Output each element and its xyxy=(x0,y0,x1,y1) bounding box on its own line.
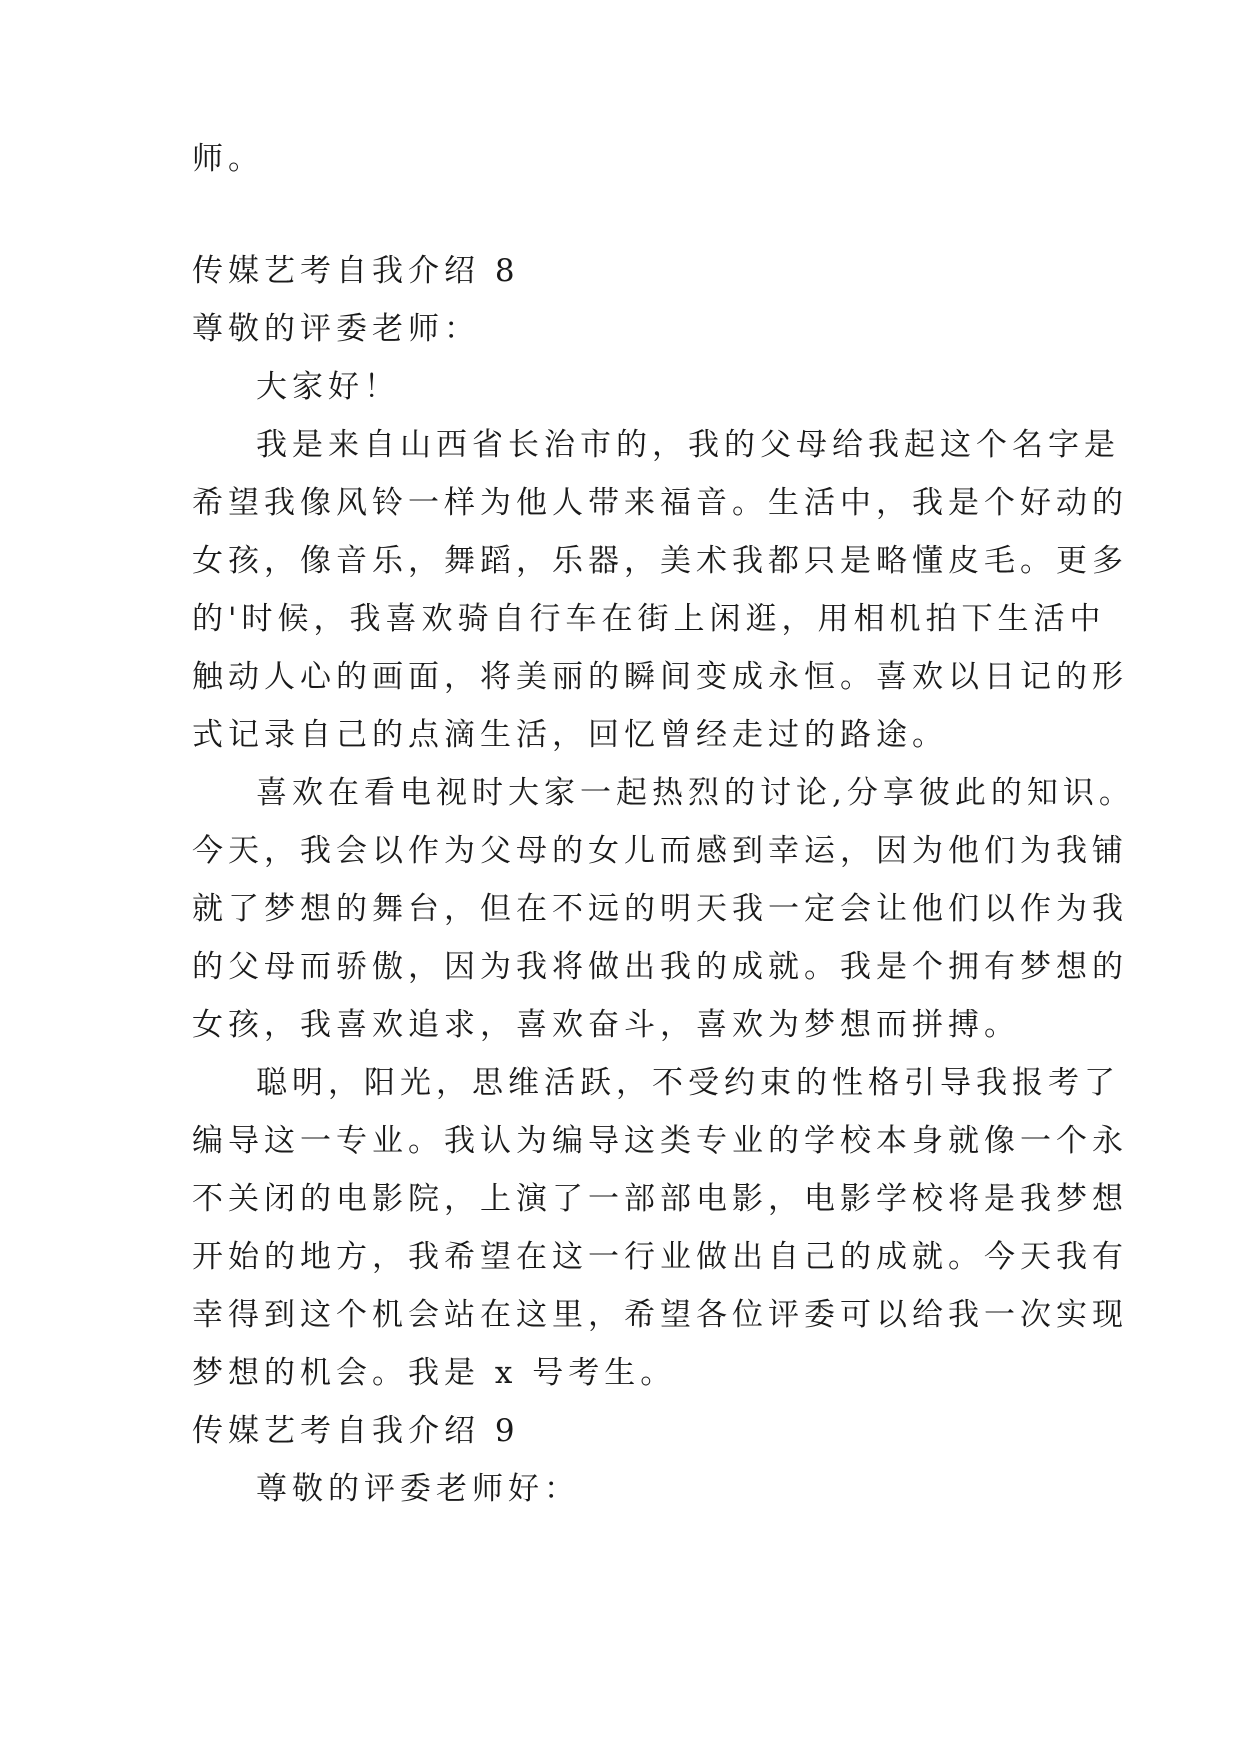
text-line: 喜欢在看电视时大家一起热烈的讨论,分享彼此的知识。 xyxy=(256,775,1135,811)
text-line: 师。 xyxy=(192,141,264,177)
text-line: 幸得到这个机会站在这里，希望各位评委可以给我一次实现 xyxy=(192,1297,1128,1333)
text-line: 今天，我会以作为父母的女儿而感到幸运，因为他们为我铺 xyxy=(192,833,1128,869)
text-line: 的'时候，我喜欢骑自行车在街上闲逛，用相机拍下生活中 xyxy=(192,601,1106,637)
text-line: 女孩，像音乐，舞蹈，乐器，美术我都只是略懂皮毛。更多 xyxy=(192,543,1128,579)
salutation: 尊敬的评委老师： xyxy=(192,311,480,347)
text-line: 不关闭的电影院，上演了一部部电影，电影学校将是我梦想 xyxy=(192,1181,1128,1217)
paragraph-3 xyxy=(192,1054,1128,1402)
text-line: 触动人心的画面，将美丽的瞬间变成永恒。喜欢以日记的形 xyxy=(192,659,1128,695)
text-line: 女孩，我喜欢追求，喜欢奋斗，喜欢为梦想而拼搏。 xyxy=(192,1007,1020,1043)
text-line: 梦想的机会。我是 x 号考生。 xyxy=(192,1355,677,1391)
previous-section-tail xyxy=(192,130,1052,188)
paragraph-1 xyxy=(192,416,1128,764)
text-line: 式记录自己的点滴生活，回忆曾经走过的路途。 xyxy=(192,717,948,753)
text-line: 编导这一专业。我认为编导这类专业的学校本身就像一个永 xyxy=(192,1123,1128,1159)
section-8 xyxy=(192,242,1135,1518)
text-line: 希望我像风铃一样为他人带来福音。生活中，我是个好动的 xyxy=(192,485,1128,521)
text-line: 聪明，阳光，思维活跃，不受约束的性格引导我报考了 xyxy=(256,1065,1120,1101)
greeting: 大家好！ xyxy=(256,369,400,405)
text-line: 开始的地方，我希望在这一行业做出自己的成就。今天我有 xyxy=(192,1239,1128,1275)
section-heading: 传媒艺考自我介绍 8 xyxy=(192,253,520,289)
paragraph-2 xyxy=(192,764,1135,1054)
text-line: 就了梦想的舞台，但在不远的明天我一定会让他们以作为我 xyxy=(192,891,1128,927)
salutation: 尊敬的评委老师好： xyxy=(256,1471,580,1507)
text-line: 我是来自山西省长治市的，我的父母给我起这个名字是 xyxy=(256,427,1120,463)
section-heading: 传媒艺考自我介绍 9 xyxy=(192,1413,520,1449)
text-line: 的父母而骄傲，因为我将做出我的成就。我是个拥有梦想的 xyxy=(192,949,1128,985)
